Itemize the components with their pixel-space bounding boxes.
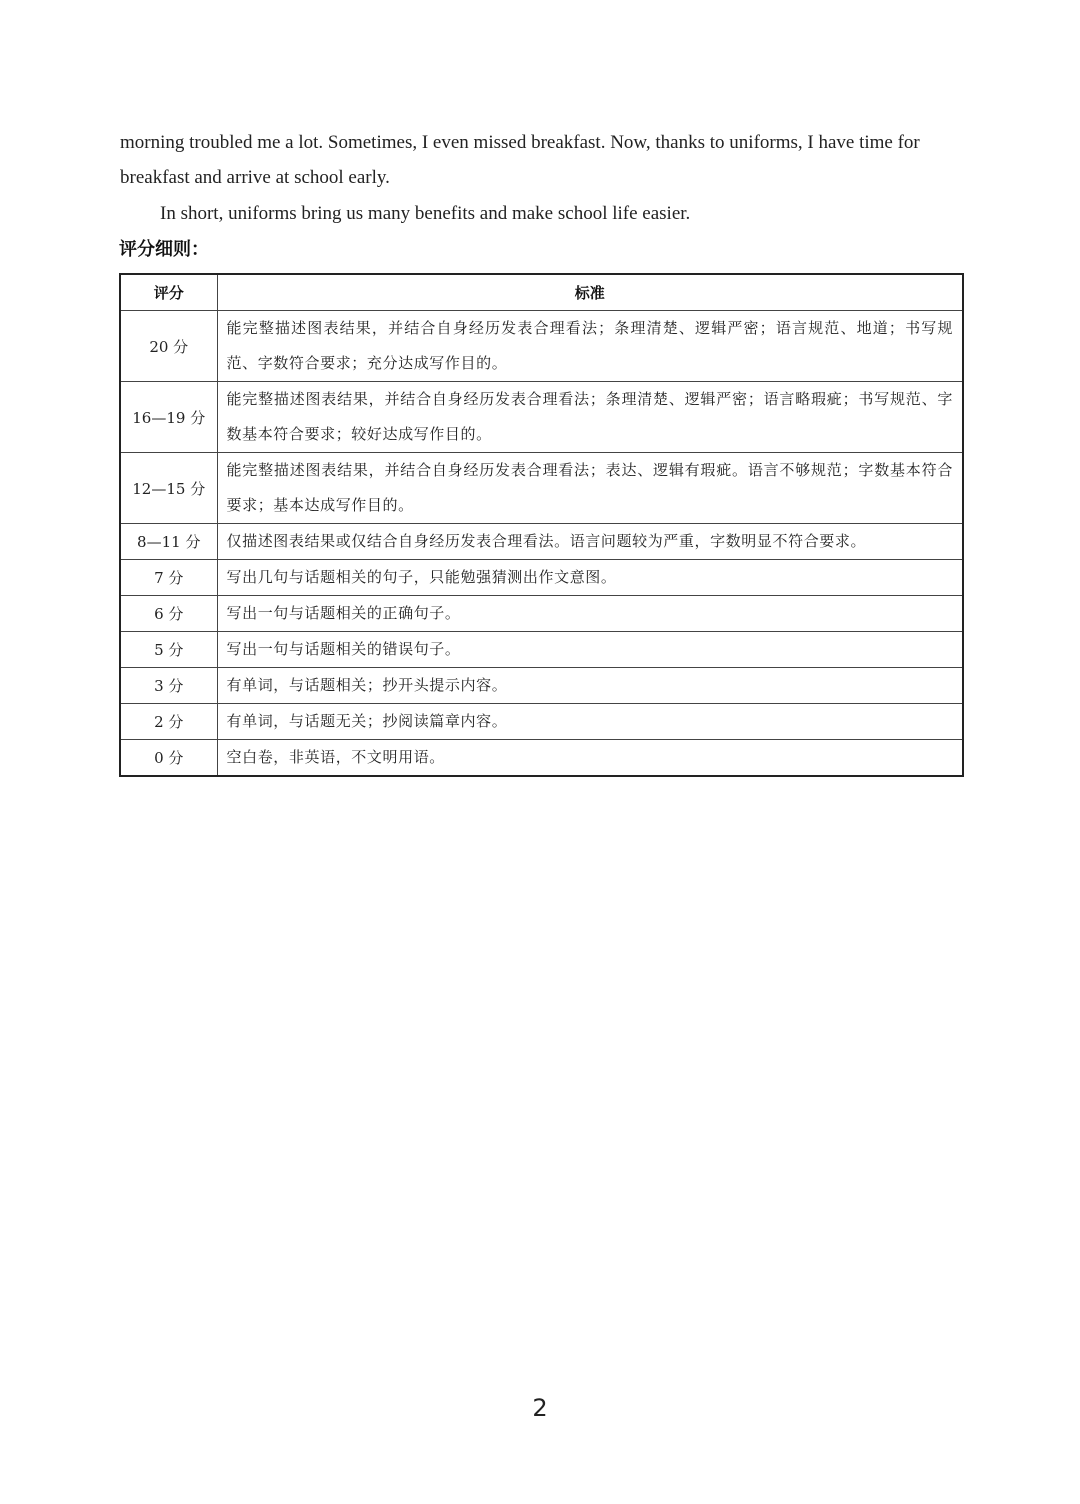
standard-column-header: 标准 (217, 274, 963, 311)
standard-cell: 写出一句与话题相关的错误句子。 (217, 632, 963, 668)
standard-cell: 仅描述图表结果或仅结合自身经历发表合理看法。语言问题较为严重，字数明显不符合要求。 (217, 524, 963, 560)
table-row (120, 382, 963, 453)
standard-cell: 空白卷，非英语，不文明用语。 (217, 740, 963, 777)
score-cell: 16—19 分 (120, 382, 217, 453)
table-header-row (120, 274, 963, 311)
score-cell: 20 分 (120, 311, 217, 382)
table-row (120, 668, 963, 704)
score-cell: 8—11 分 (120, 524, 217, 560)
rubric-heading: 评分细则： (119, 239, 209, 260)
score-cell: 5 分 (120, 632, 217, 668)
standard-cell: 能完整描述图表结果，并结合自身经历发表合理看法；条理清楚、逻辑严密；语言规范、地道；书写规范、字数符合要求；充分达成写作目的。 (217, 311, 963, 382)
score-cell: 3 分 (120, 668, 217, 704)
table-row (120, 740, 963, 777)
standard-cell: 写出一句与话题相关的正确句子。 (217, 596, 963, 632)
essay-conclusion-paragraph: In short, uniforms bring us many benefits and make school life easier. (160, 203, 691, 224)
score-cell: 2 分 (120, 704, 217, 740)
table-row (120, 560, 963, 596)
score-cell: 0 分 (120, 740, 217, 777)
score-column-header: 评分 (120, 274, 217, 311)
essay-paragraph: morning troubled me a lot. Sometimes, I even missed breakfast. Now, thanks to uniforms, I have time for breakfast and arrive at school early. (120, 132, 920, 188)
table-row (120, 311, 963, 382)
standard-cell: 有单词，与话题相关；抄开头提示内容。 (217, 668, 963, 704)
table-row (120, 596, 963, 632)
table-row (120, 632, 963, 668)
score-cell: 7 分 (120, 560, 217, 596)
table-row (120, 524, 963, 560)
scoring-rubric-table (119, 273, 964, 777)
standard-cell: 能完整描述图表结果，并结合自身经历发表合理看法；条理清楚、逻辑严密；语言略瑕疵；书写规范、字数基本符合要求；较好达成写作目的。 (217, 382, 963, 453)
standard-cell: 有单词，与话题无关；抄阅读篇章内容。 (217, 704, 963, 740)
score-cell: 12—15 分 (120, 453, 217, 524)
table-row (120, 704, 963, 740)
page-number: 2 (532, 1394, 548, 1422)
standard-cell: 写出几句与话题相关的句子，只能勉强猜测出作文意图。 (217, 560, 963, 596)
standard-cell: 能完整描述图表结果，并结合自身经历发表合理看法；表达、逻辑有瑕疵。语言不够规范；字数基本符合要求；基本达成写作目的。 (217, 453, 963, 524)
table-row (120, 453, 963, 524)
score-cell: 6 分 (120, 596, 217, 632)
